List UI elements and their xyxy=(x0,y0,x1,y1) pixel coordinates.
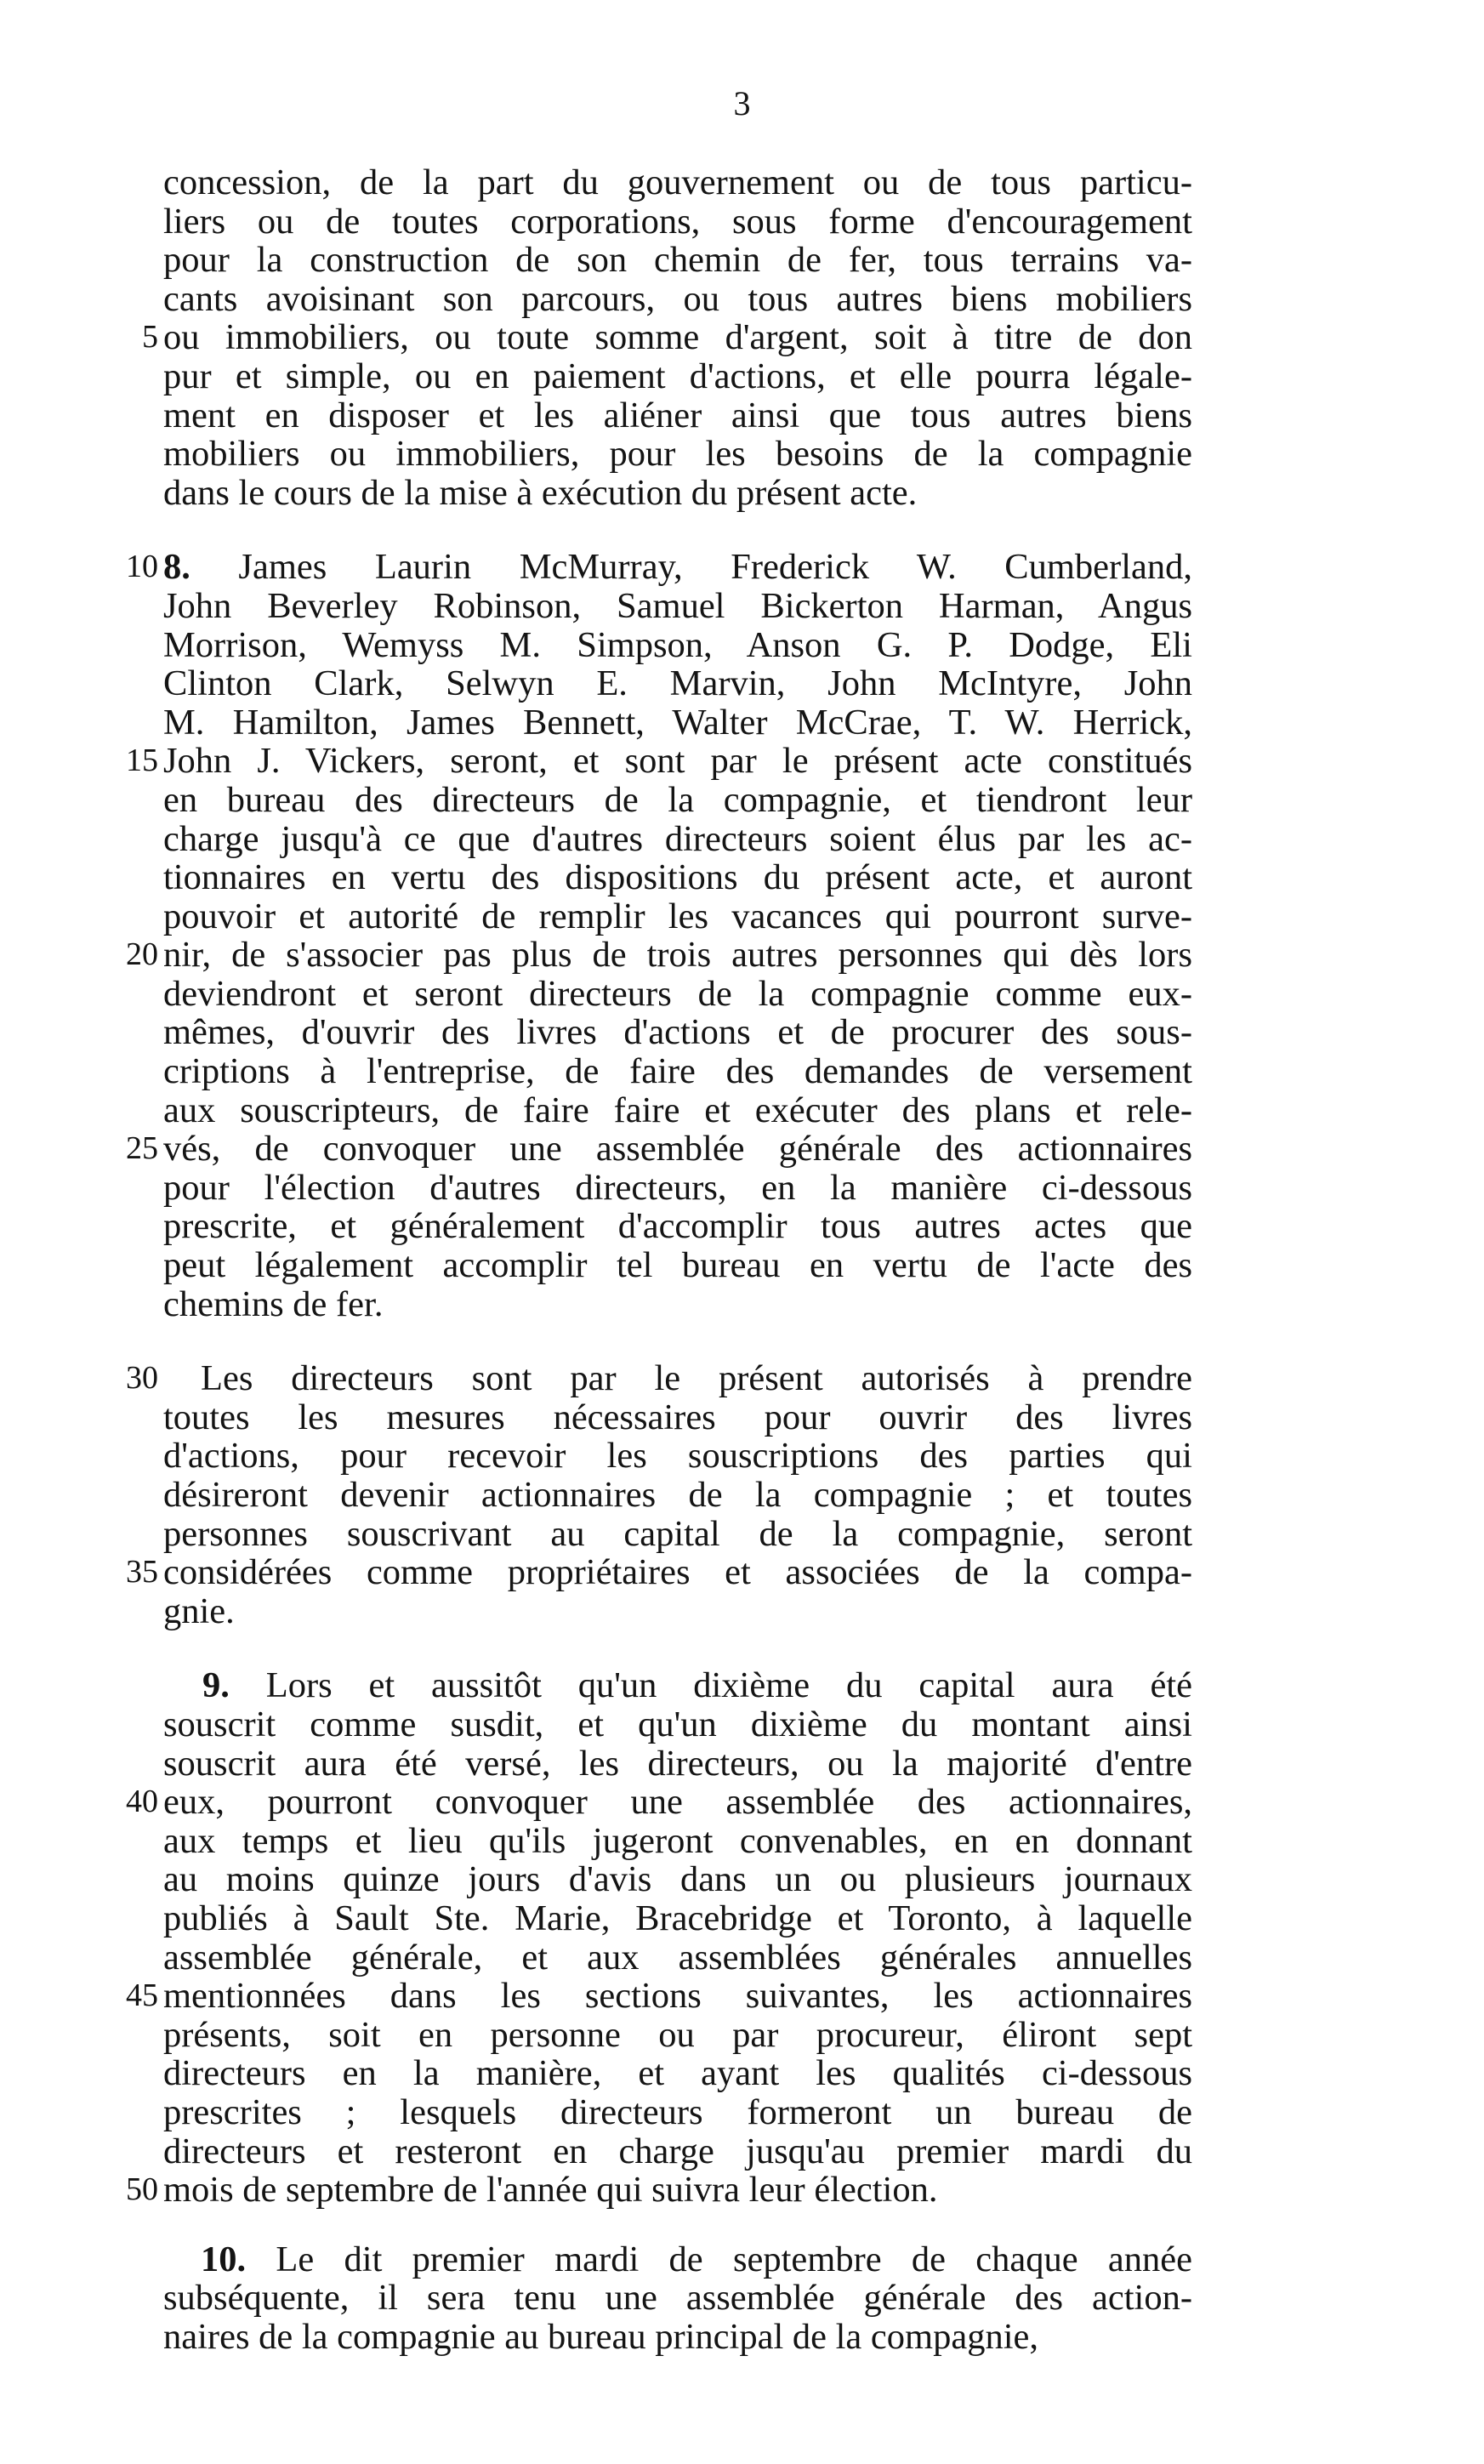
text-line xyxy=(163,1052,1192,1091)
text-line xyxy=(163,1437,1192,1476)
section-number: 8. xyxy=(163,547,190,588)
line-number: 45 xyxy=(126,1977,158,2014)
line-text: peut légalement accomplir tel bureau en vertu de l'acte des xyxy=(163,1245,1192,1286)
line-text: mobiliers ou immobiliers, pour les besoins de la compagnie xyxy=(163,434,1192,475)
line-text: pour l'élection d'autres directeurs, en la manière ci-dessous xyxy=(163,1167,1192,1208)
text-line xyxy=(163,357,1192,396)
line-text: prescrite, et généralement d'accomplir tous autres actes que xyxy=(163,1206,1192,1247)
text-line xyxy=(163,1169,1192,1208)
text-line xyxy=(163,2093,1192,2132)
text-line xyxy=(163,474,1192,513)
line-number: 40 xyxy=(126,1784,158,1820)
line-number: 35 xyxy=(126,1554,158,1591)
line-text: assemblée générale, et aux assemblées générales annuelles xyxy=(163,1937,1192,1977)
line-text: chemins de fer. xyxy=(163,1283,384,1324)
text-line xyxy=(163,975,1192,1014)
text-line xyxy=(163,2240,1192,2279)
text-line xyxy=(126,1782,1192,1823)
text-line xyxy=(163,820,1192,859)
line-text: deviendront et seront directeurs de la compagnie comme eux- xyxy=(163,973,1192,1014)
line-text: mois de septembre de l'année qui suivra leur élection. xyxy=(163,2170,938,2211)
text-line xyxy=(163,2054,1192,2093)
line-text: Le dit premier mardi de septembre de chaque année xyxy=(246,2239,1192,2279)
line-text: publiés à Sault Ste. Marie, Bracebridge et Toronto, à laquelle xyxy=(163,1898,1192,1938)
text-line xyxy=(163,781,1192,820)
line-text: souscrit aura été versé, les directeurs, ou la majorité d'entre xyxy=(163,1743,1192,1784)
line-number: 5 xyxy=(142,319,158,356)
line-text: John Beverley Robinson, Samuel Bickerton Harman, Angus xyxy=(163,585,1192,626)
text-line xyxy=(163,1860,1192,1899)
text-line xyxy=(126,1552,1192,1593)
line-text: aux souscripteurs, de faire faire et exécuter des plans et rele- xyxy=(163,1090,1192,1130)
text-line xyxy=(163,1246,1192,1285)
text-line xyxy=(163,1285,1192,1324)
line-text: personnes souscrivant au capital de la compagnie, seront xyxy=(163,1513,1192,1554)
line-text: criptions à l'entreprise, de faire des demandes de versement xyxy=(163,1051,1192,1092)
line-text: présents, soit en personne ou par procureur, éliront sept xyxy=(163,2014,1192,2055)
line-text: considérées comme propriétaires et associées de la compa- xyxy=(163,1552,1192,1593)
line-text: Morrison, Wemyss M. Simpson, Anson G. P. Dodge, Eli xyxy=(163,624,1192,665)
text-line xyxy=(163,1091,1192,1130)
text-line xyxy=(163,163,1192,202)
line-text: gnie. xyxy=(163,1591,235,1631)
line-number: 10 xyxy=(126,549,158,585)
text-line xyxy=(163,241,1192,280)
text-line xyxy=(163,2016,1192,2055)
text-line xyxy=(163,1207,1192,1246)
line-text: M. Hamilton, James Bennett, Walter McCrae, T. W. Herrick, xyxy=(163,702,1192,743)
text-line xyxy=(126,1129,1192,1169)
text-line xyxy=(163,1013,1192,1052)
line-text: concession, de la part du gouvernement ou de tous particu- xyxy=(163,162,1192,202)
text-line xyxy=(163,1398,1192,1437)
line-text: en bureau des directeurs de la compagnie, et tiendront leur xyxy=(163,779,1192,820)
line-number: 30 xyxy=(126,1360,158,1397)
line-text: cants avoisinant son parcours, ou tous autres biens mobiliers xyxy=(163,278,1192,319)
line-text: Clinton Clark, Selwyn E. Marvin, John McIntyre, John xyxy=(163,663,1192,704)
text-line xyxy=(142,317,1192,358)
line-text: aux temps et lieu qu'ils jugeront convenables, en en donnant xyxy=(163,1820,1192,1861)
text-line xyxy=(126,935,1192,976)
text-line xyxy=(163,1744,1192,1784)
page-number: 3 xyxy=(733,84,751,122)
document-body xyxy=(126,162,1192,2357)
text-line xyxy=(163,703,1192,743)
text-line xyxy=(163,202,1192,242)
line-text: ment en disposer et les aliéner ainsi que tous autres biens xyxy=(163,395,1192,435)
line-text: liers ou de toutes corporations, sous forme d'encouragement xyxy=(163,201,1192,242)
paragraph xyxy=(126,1665,1192,2211)
text-line xyxy=(163,1705,1192,1744)
line-text: dans le cours de la mise à exécution du présent acte. xyxy=(163,472,918,513)
text-line xyxy=(163,280,1192,319)
line-text: subséquente, il sera tenu une assemblée générale des action- xyxy=(163,2278,1192,2319)
text-line xyxy=(126,1976,1192,2017)
line-text: ou immobiliers, ou toute somme d'argent, soit à titre de don xyxy=(163,317,1192,358)
text-line xyxy=(163,1476,1192,1515)
line-text: Les directeurs sont par le présent autorisés à prendre xyxy=(201,1358,1192,1399)
text-line xyxy=(163,587,1192,626)
text-line xyxy=(126,547,1192,588)
text-line xyxy=(126,741,1192,782)
text-line xyxy=(163,396,1192,435)
paragraph xyxy=(142,162,1192,513)
line-number: 15 xyxy=(126,743,158,779)
line-text: d'actions, pour recevoir les souscriptions des parties qui xyxy=(163,1436,1192,1477)
line-text: eux, pourront convoquer une assemblée des actionnaires, xyxy=(163,1782,1192,1823)
line-text: désireront devenir actionnaires de la compagnie ; et toutes xyxy=(163,1475,1192,1515)
line-text: pour la construction de son chemin de fer, tous terrains va- xyxy=(163,240,1192,281)
line-text: mentionnées dans les sections suivantes, les actionnaires xyxy=(163,1976,1192,2017)
line-text: Lors et aussitôt qu'un dixième du capital aura été xyxy=(229,1665,1192,1706)
section-number: 9. xyxy=(202,1665,230,1706)
line-text: au moins quinze jours d'avis dans un ou plusieurs journaux xyxy=(163,1859,1192,1900)
line-text: vés, de convoquer une assemblée générale des actionnaires xyxy=(163,1129,1192,1169)
section-number: 10. xyxy=(201,2239,247,2279)
paragraph xyxy=(126,547,1192,1324)
text-line xyxy=(163,1515,1192,1554)
line-text: John J. Vickers, seront, et sont par le présent acte constitués xyxy=(163,741,1192,782)
line-text: tionnaires en vertu des dispositions du présent acte, et auront xyxy=(163,857,1192,898)
line-text: charge jusqu'à ce que d'autres directeurs soient élus par les ac- xyxy=(163,818,1192,859)
text-line xyxy=(163,1899,1192,1938)
text-line xyxy=(163,897,1192,936)
line-number: 20 xyxy=(126,936,158,973)
text-line xyxy=(126,1358,1192,1399)
text-line xyxy=(126,2170,1192,2211)
line-text: prescrites ; lesquels directeurs formeront un bureau de xyxy=(163,2091,1192,2132)
paragraph xyxy=(126,1358,1192,1631)
line-text: James Laurin McMurray, Frederick W. Cumberland, xyxy=(190,547,1192,588)
line-text: directeurs et resteront en charge jusqu'au premier mardi du xyxy=(163,2131,1192,2171)
text-line xyxy=(163,1592,1192,1631)
text-line xyxy=(163,2318,1192,2357)
text-line xyxy=(163,858,1192,897)
line-text: naires de la compagnie au bureau principal de la compagnie, xyxy=(163,2316,1039,2357)
line-text: directeurs en la manière, et ayant les qualités ci-dessous xyxy=(163,2053,1192,2094)
line-number: 25 xyxy=(126,1130,158,1167)
line-text: souscrit comme susdit, et qu'un dixième du montant ainsi xyxy=(163,1704,1192,1744)
text-line xyxy=(163,1938,1192,1977)
line-text: pur et simple, ou en paiement d'actions, et elle pourra légale- xyxy=(163,356,1192,396)
line-text: pouvoir et autorité de remplir les vacances qui pourront surve- xyxy=(163,896,1192,936)
text-line xyxy=(163,1822,1192,1861)
line-number: 50 xyxy=(126,2171,158,2208)
line-text: mêmes, d'ouvrir des livres d'actions et de procurer des sous- xyxy=(163,1012,1192,1053)
text-line xyxy=(163,2279,1192,2318)
text-line xyxy=(163,2132,1192,2171)
line-text: nir, de s'associer pas plus de trois autres personnes qui dès lors xyxy=(163,935,1192,976)
text-line xyxy=(163,1666,1192,1705)
text-line xyxy=(163,626,1192,665)
line-text: toutes les mesures nécessaires pour ouvrir des livres xyxy=(163,1397,1192,1437)
text-line xyxy=(163,664,1192,703)
text-line xyxy=(163,435,1192,474)
paragraph xyxy=(163,2240,1192,2357)
